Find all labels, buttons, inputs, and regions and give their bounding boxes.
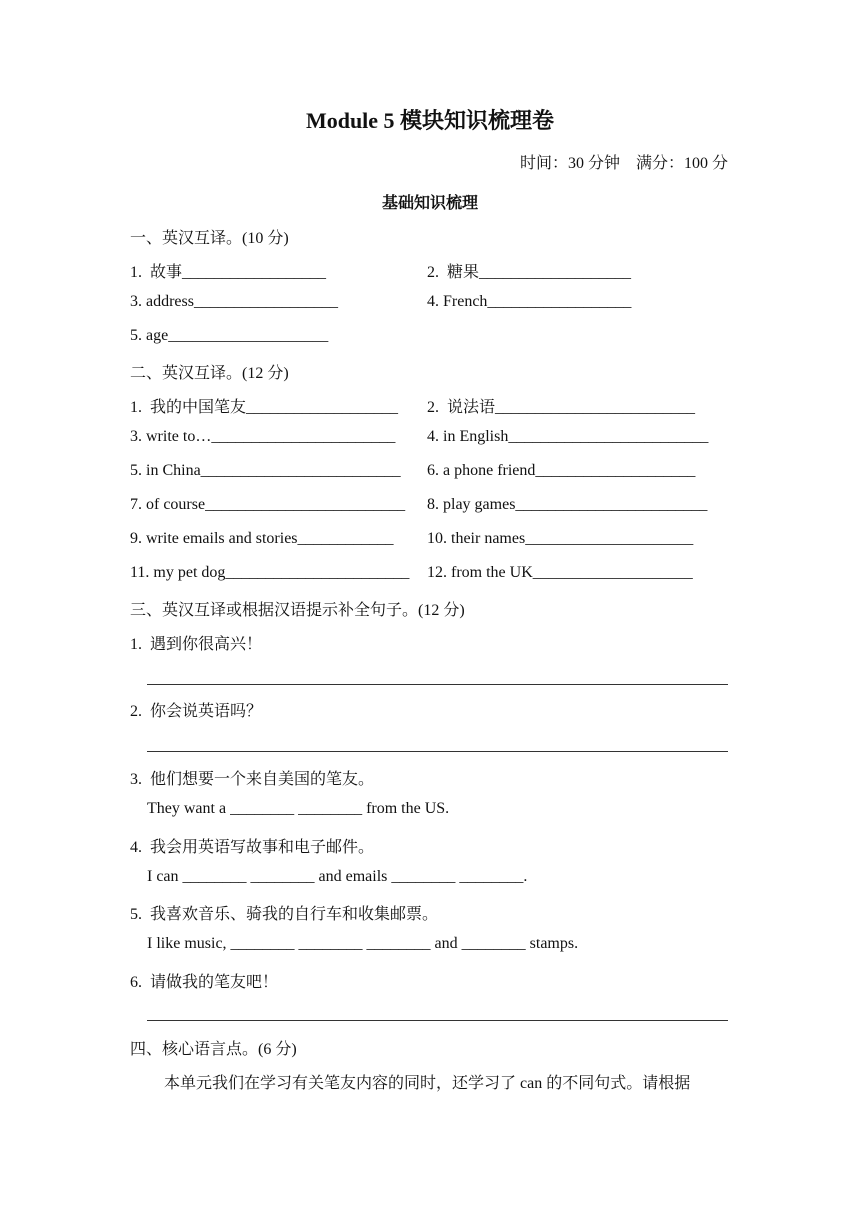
s1-item-1: 1. 故事__________________ — [130, 264, 327, 281]
s2-item-10: 10. their names_____________________ — [427, 530, 694, 547]
section4-paragraph: 本单元我们在学习有关笔友内容的同时，还学习了 can 的不同句式。请根据 — [164, 1075, 691, 1092]
s3-question-1: 1. 遇到你很高兴！ — [130, 636, 263, 653]
s3-answer-4: I can ________ ________ and emails ________ ________. — [147, 868, 528, 885]
s3-answer-line-6 — [147, 1020, 728, 1021]
s3-question-2: 2. 你会说英语吗？ — [130, 703, 263, 720]
s1-item-3: 3. address__________________ — [130, 293, 338, 310]
s1-item-5: 5. age____________________ — [130, 327, 329, 344]
s3-answer-3: They want a ________ ________ from the US. — [147, 800, 450, 817]
s2-item-6: 6. a phone friend____________________ — [427, 462, 696, 479]
page-title: Module 5 模块知识梳理卷 — [305, 108, 555, 133]
s2-item-11: 11. my pet dog_______________________ — [130, 564, 410, 581]
s2-item-5: 5. in China_________________________ — [130, 462, 401, 479]
s2-item-7: 7. of course_________________________ — [130, 496, 406, 513]
section1-heading: 一、英汉互译。(10 分) — [130, 230, 289, 247]
s2-item-9: 9. write emails and stories____________ — [130, 530, 394, 547]
s3-question-4: 4. 我会用英语写故事和电子邮件。 — [130, 839, 375, 856]
s2-item-1: 1. 我的中国笔友___________________ — [130, 399, 399, 416]
s3-question-3: 3. 他们想要一个来自美国的笔友。 — [130, 771, 375, 788]
section3-heading: 三、英汉互译或根据汉语提示补全句子。(12 分) — [130, 602, 465, 619]
s1-item-4: 4. French__________________ — [427, 293, 632, 310]
s3-answer-5: I like music, ________ ________ ________ and ________ stamps. — [147, 935, 579, 952]
s2-item-12: 12. from the UK____________________ — [427, 564, 693, 581]
section4-heading: 四、核心语言点。(6 分) — [130, 1041, 297, 1058]
s2-item-3: 3. write to…_______________________ — [130, 428, 396, 445]
s3-answer-line-2 — [147, 751, 728, 752]
time-score-info: 时间：30 分钟 满分：100 分 — [519, 155, 728, 172]
section-subheading: 基础知识梳理 — [381, 195, 478, 212]
s2-item-2: 2. 说法语_________________________ — [427, 399, 696, 416]
s2-item-8: 8. play games________________________ — [427, 496, 708, 513]
s3-question-5: 5. 我喜欢音乐、骑我的自行车和收集邮票。 — [130, 906, 439, 923]
section2-heading: 二、英汉互译。(12 分) — [130, 365, 289, 382]
s1-item-2: 2. 糖果___________________ — [427, 264, 632, 281]
s3-answer-line-1 — [147, 684, 728, 685]
s3-question-6: 6. 请做我的笔友吧！ — [130, 974, 279, 991]
s2-item-4: 4. in English_________________________ — [427, 428, 709, 445]
